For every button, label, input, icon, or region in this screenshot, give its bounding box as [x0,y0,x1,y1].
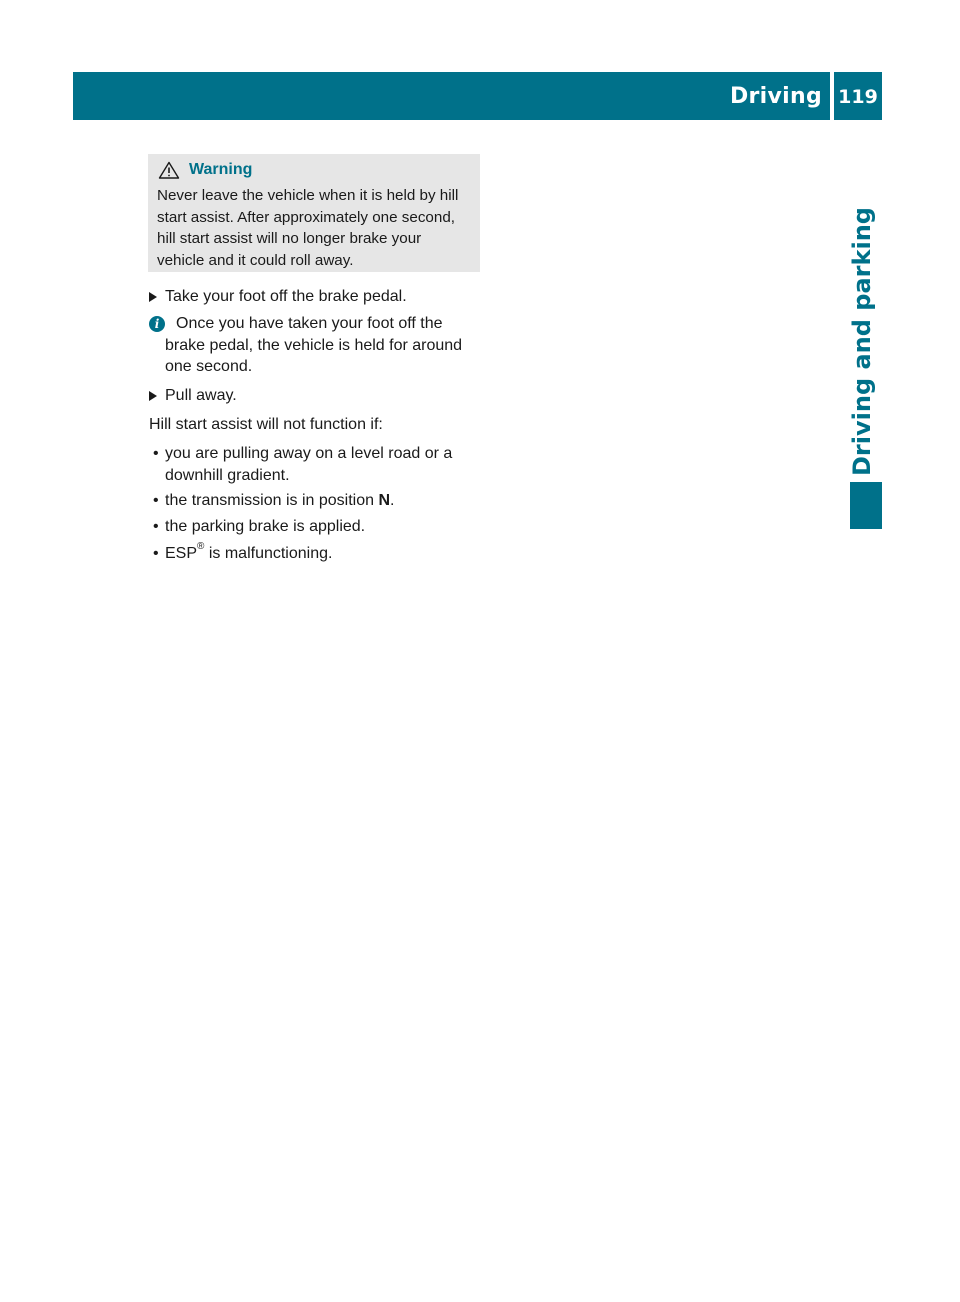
info-icon: i [149,316,165,332]
step-text: Take your foot off the brake pedal. [165,288,407,305]
info-line: one second. [165,358,253,375]
warning-line: start assist. After approximately one second, [157,208,455,226]
condition-prefix: ESP [165,545,198,562]
info-line: brake pedal, the vehicle is held for around [165,336,463,354]
gear-position: N [378,492,390,509]
info-line: Once you have taken your foot off the [176,315,443,332]
page-number: 119 [838,86,878,108]
condition-text [165,540,483,565]
bullet: • [153,518,159,535]
condition-line: you are pulling away on a level road or a [165,445,453,462]
step-text: Pull away. [165,387,237,404]
condition-suffix: . [390,492,395,509]
chapter-tab-label: Driving and parking [848,207,876,476]
warning-line: Never leave the vehicle when it is held by hill [157,187,459,204]
step-arrow-icon [149,292,157,302]
bullet: • [153,445,159,462]
condition-text: the parking brake is applied. [165,518,366,535]
condition-text [165,443,483,486]
condition-line: downhill gradient. [165,466,290,484]
warning-title: Warning [189,161,253,178]
condition-text [165,490,483,512]
condition-prefix: the transmission is in position [165,492,379,509]
warning-text [157,185,477,271]
condition-suffix: is malfunctioning. [204,545,333,562]
warning-box [148,154,480,272]
registered-mark: ® [197,540,205,552]
warning-triangle-icon [158,161,180,179]
bullet: • [153,545,159,562]
warning-header [158,160,252,180]
step-arrow-icon [149,391,157,401]
conditions-intro: Hill start assist will not function if: [149,416,383,433]
section-title: Driving [729,84,822,109]
bullet: • [153,492,159,509]
chapter-tab-marker [850,482,882,529]
warning-line: vehicle and it could roll away. [157,251,354,269]
warning-line: hill start assist will no longer brake your [157,230,422,248]
